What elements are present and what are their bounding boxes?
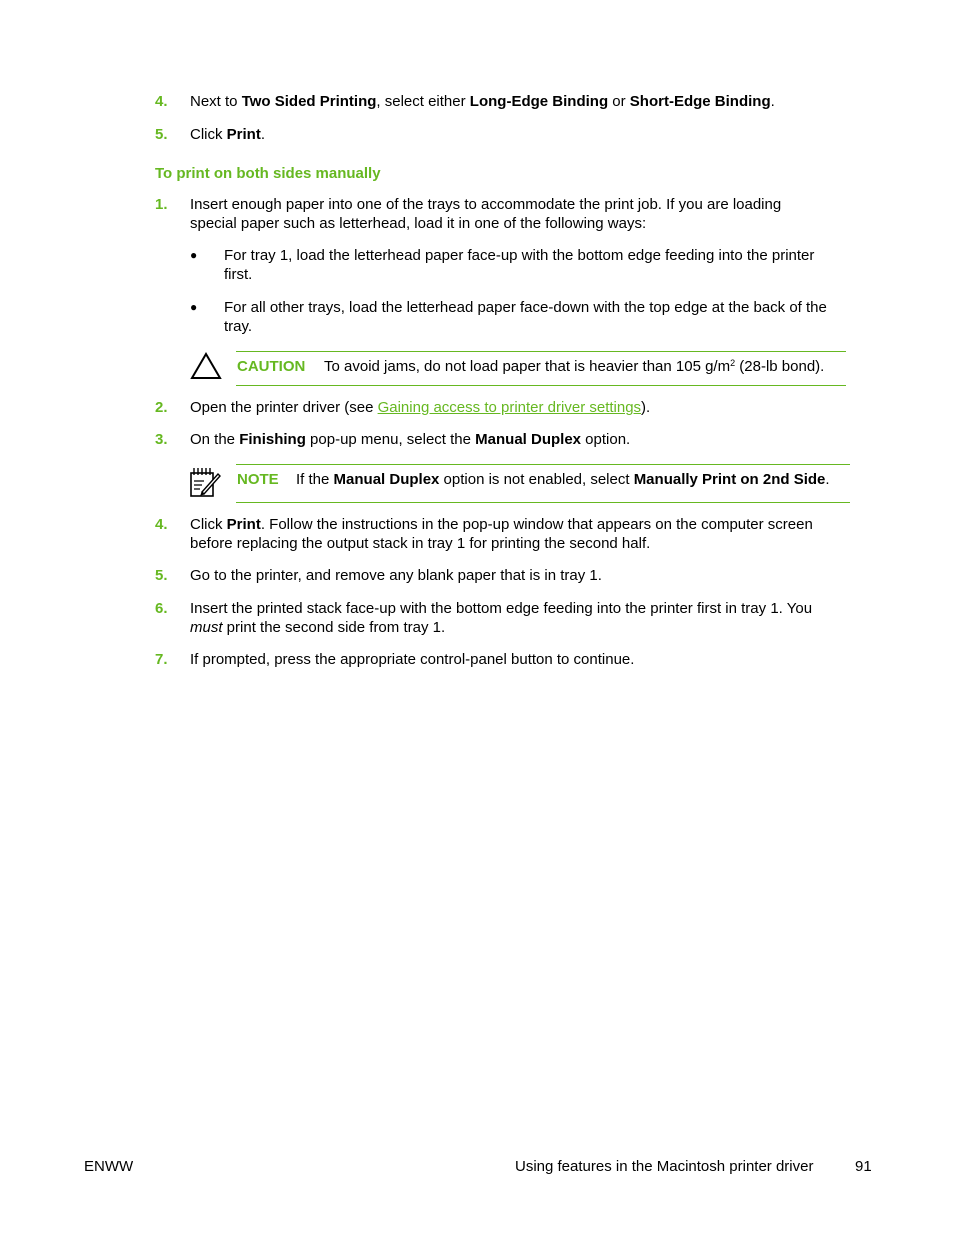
step-number: 7.: [155, 651, 168, 668]
caution-bottom-rule: [236, 385, 846, 386]
step-number: 4.: [155, 93, 168, 110]
step-number: 2.: [155, 399, 168, 416]
step-text: Open the printer driver (see Gaining access to printer driver settings).: [190, 399, 651, 416]
step-number: 1.: [155, 196, 168, 213]
step-text: Next to Two Sided Printing, select either Long-Edge Binding or Short-Edge Binding.: [190, 93, 775, 110]
step-text-line: must print the second side from tray 1.: [190, 619, 446, 636]
note-bottom-rule: [236, 502, 850, 503]
bullet-text-line: For tray 1, load the letterhead paper face-up with the bottom edge feeding into the printer: [224, 247, 815, 264]
bullet-text-line: For all other trays, load the letterhead paper face-down with the top edge at the back of the: [224, 299, 827, 316]
step-number: 5.: [155, 126, 168, 143]
note-pad-icon: [188, 466, 222, 498]
footer-title: Using features in the Macintosh printer driver: [515, 1158, 814, 1175]
step-text: On the Finishing pop-up menu, select the Manual Duplex option.: [190, 431, 631, 448]
caution-top-rule: [236, 351, 846, 352]
driver-settings-link[interactable]: Gaining access to printer driver settings: [377, 399, 642, 416]
step-text-line: Click Print. Follow the instructions in the pop-up window that appears on the computer screen: [190, 516, 813, 533]
step-number: 6.: [155, 600, 168, 617]
bullet-icon: ●: [190, 300, 198, 314]
bullet-icon: ●: [190, 248, 198, 262]
step-number: 5.: [155, 567, 168, 584]
caution-text: To avoid jams, do not load paper that is heavier than 105 $g/m^2$ (28-lb bond).: [324, 358, 825, 375]
step-number: 4.: [155, 516, 168, 533]
step-text: Go to the printer, and remove any blank paper that is in tray 1.: [190, 567, 602, 584]
step-text-line: Insert the printed stack face-up with the bottom edge feeding into the printer first in tray 1. You: [190, 600, 813, 617]
warning-triangle-icon: [190, 352, 222, 380]
step-text-line: Insert enough paper into one of the trays to accommodate the print job. If you are loading: [190, 196, 782, 213]
footer-left: ENWW: [84, 1158, 134, 1175]
bullet-text-line: tray.: [224, 318, 253, 335]
step-text-line: before replacing the output stack in tray 1 for printing the second half.: [190, 535, 651, 552]
bullet-text-line: first.: [224, 266, 253, 283]
step-number: 3.: [155, 431, 168, 448]
note-top-rule: [236, 464, 850, 465]
section-heading: To print on both sides manually: [155, 165, 381, 182]
page-number: 91: [855, 1158, 872, 1175]
note-label: NOTE: [237, 471, 279, 488]
step-text: Click Print.: [190, 126, 266, 143]
caution-label: CAUTION: [237, 358, 306, 375]
step-text-line: special paper such as letterhead, load it in one of the following ways:: [190, 215, 647, 232]
note-text: If the Manual Duplex option is not enabled, select Manually Print on 2nd Side.: [296, 471, 830, 488]
step-text: If prompted, press the appropriate control-panel button to continue.: [190, 651, 635, 668]
